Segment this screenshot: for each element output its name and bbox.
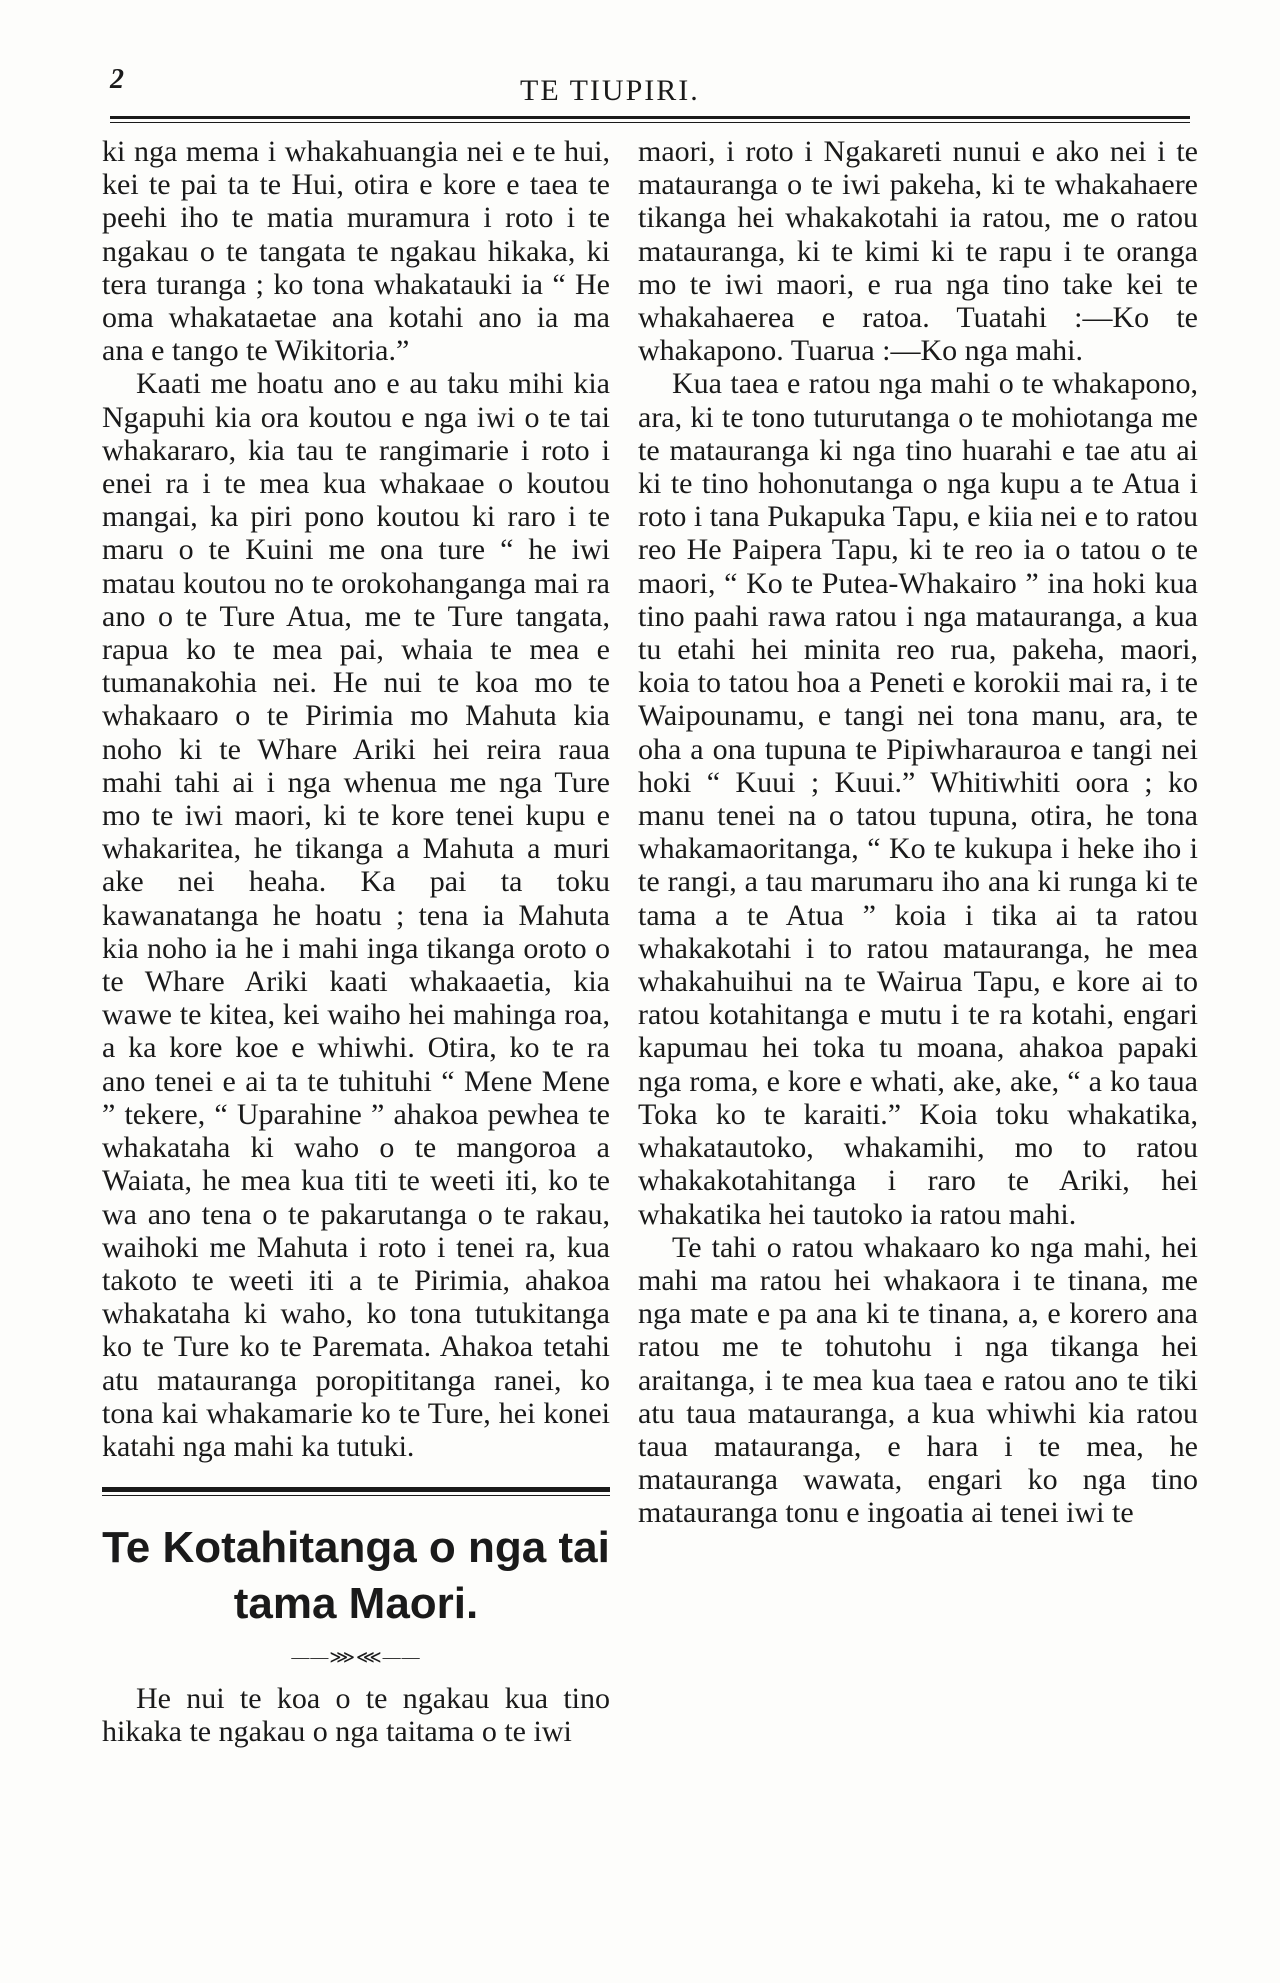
header-rule-thin xyxy=(110,122,1190,123)
article-paragraph: Te tahi o ratou whakaaro ko nga mahi, hei mahi ma ratou hei whakaora i te tinana, me nga mate e pa ana ki te tinana, a, e korero ana ratou me te tohutohu i nga tikanga hei araitanga, i te mea kua taea e ratou ano te tiki atu taua matauranga, a kua whiwhi kia ratou taua matauranga, e hara i te mea, he matauranga wawata, engari ko nga tino matauranga tonu e ingoatia ai tenei iwi te xyxy=(638,1230,1198,1530)
page-header xyxy=(100,60,1190,120)
article-paragraph: Kaati me hoatu ano e au taku mihi kia Ngapuhi kia ora koutou e nga iwi o te tai whakararo, kia tau te rangimarie i roto i enei ra i te mea kua whakaae o koutou mangai, ka piri pono koutou ki raro i te maru o te Kuini me ona ture “ he iwi matau koutou no te orokohanganga mai ra ano o te Ture Atua, me te Ture tangata, rapua ko te mea pai, whaia te mea e tumanakohia nei. He nui te koa mo te whakaaro o te Pirimia mo Mahuta kia noho ki te Whare Ariki hei reira raua mahi tahi ai i nga whenua me nga Ture mo te iwi maori, ki te kore tenei kupu e whakaritea, he tikanga a Mahuta a muri ake nei heaha. Ka pai ta toku kawanatanga he hoatu ; tena ia Mahuta kia noho ia he i mahi inga tikanga oroto o te Whare Ariki kaati whakaaetia, kia wawe te kitea, kei waiho hei mahinga roa, a ka kore koe e whiwhi. Otira, ko te ra ano tenei e ai ta te tuhituhi “ Mene Mene ” tekere, “ Uparahine ” ahakoa pewhea te whakataha ki waho o te mangoroa a Waiata, he mea kua titi te weeti iti, ko te wa ano tena o te pakarutanga o te rakau, waihoki me Mahuta i roto i tenei ra, kua takoto te weeti iti a te Pirimia, ahakoa whakataha ki waho, ko tona tutukitanga ko te Ture ko te Paremata. Ahakoa tetahi atu matauranga poropititanga ranei, ko tona kai whakamarie ko te Ture, hei konei katahi nga mahi ka tutuki. xyxy=(102,367,610,1463)
page-number: 2 xyxy=(110,64,124,95)
header-rule xyxy=(110,116,1190,119)
running-title: TE TIUPIRI. xyxy=(520,74,700,107)
article-paragraph: ki nga mema i whakahuangia nei e te hui, kei te pai ta te Hui, otira e kore e taea te peehi iho te matia muramura i roto i te ngakau o te tangata te ngakau hikaka, ki tera turanga ; ko tona whakatauki ia “ He oma whakataetae ana kotahi ano ia ma ana e tango te Wikitoria.” xyxy=(102,135,610,368)
section-paragraph: He nui te koa o te ngakau kua tino hikaka te ngakau o nga taitama o te iwi xyxy=(102,1682,610,1749)
left-column xyxy=(102,135,610,1749)
section-divider xyxy=(102,1487,610,1496)
article-paragraph: Kua taea e ratou nga mahi o te whakapono, ara, ki te tono tuturutanga o te mohiotanga me te matauranga ki nga tino huarahi e tae atu ai ki te tino hohonutanga o nga kupu a te Atua i roto i tana Pukapuka Tapu, e kiia nei e to ratou reo He Paipera Tapu, ki te reo ia o tatou o te maori, “ Ko te Putea-Whakairo ” ina hoki kua tino paahi rawa ratou i nga matauranga, a kua tu etahi hei minita reo rua, pakeha, maori, koia to tatou hoa a Peneti e korokii mai ra, i te Waipounamu, e tangi nei tona manu, ara, te oha a ona tupuna te Pipiwharauroa e tangi nei hoki “ Kuui ; Kuui.” Whitiwhiti oora ; ko manu tenei na o tatou tupuna, otira, he tona whakamaoritanga, “ Ko te kukupa i heke iho i te rangi, a tau marumaru iho ana ki runga ki te tama a te Atua ” koia i tika ai ta ratou whakakotahi i to ratou matauranga, he mea whakahuihui na te Wairua Tapu, e kore ai to ratou kotahitanga e mutu i te ra kotahi, engari kapumau hei toka tu moana, ahakoa papaki nga roma, e kore e whati, ake, ake, “ a ko taua Toka ko te karaiti.” Koia toku whakatika, whakatautoko, whakamihi, mo to ratou whakakotahitanga i raro te Ariki, hei whakatika hei tautoko ia ratou mahi. xyxy=(638,367,1198,1231)
right-column xyxy=(638,135,1198,1530)
ornament-divider: ——⋙⋘—— xyxy=(291,1647,421,1668)
section-heading: Te Kotahitanga o nga tai tama Maori. xyxy=(102,1523,610,1629)
article-paragraph: maori, i roto i Ngakareti nunui e ako nei i te matauranga o te iwi pakeha, ki te whakahaere tikanga hei whakakotahi ia ratou, me o ratou matauranga, ki te kimi ki te rapu i te oranga mo te iwi maori, e rua nga tino take kei te whakahaerea e ratoa. Tuatahi :—Ko te whakapono. Tuarua :—Ko nga mahi. xyxy=(638,135,1198,368)
